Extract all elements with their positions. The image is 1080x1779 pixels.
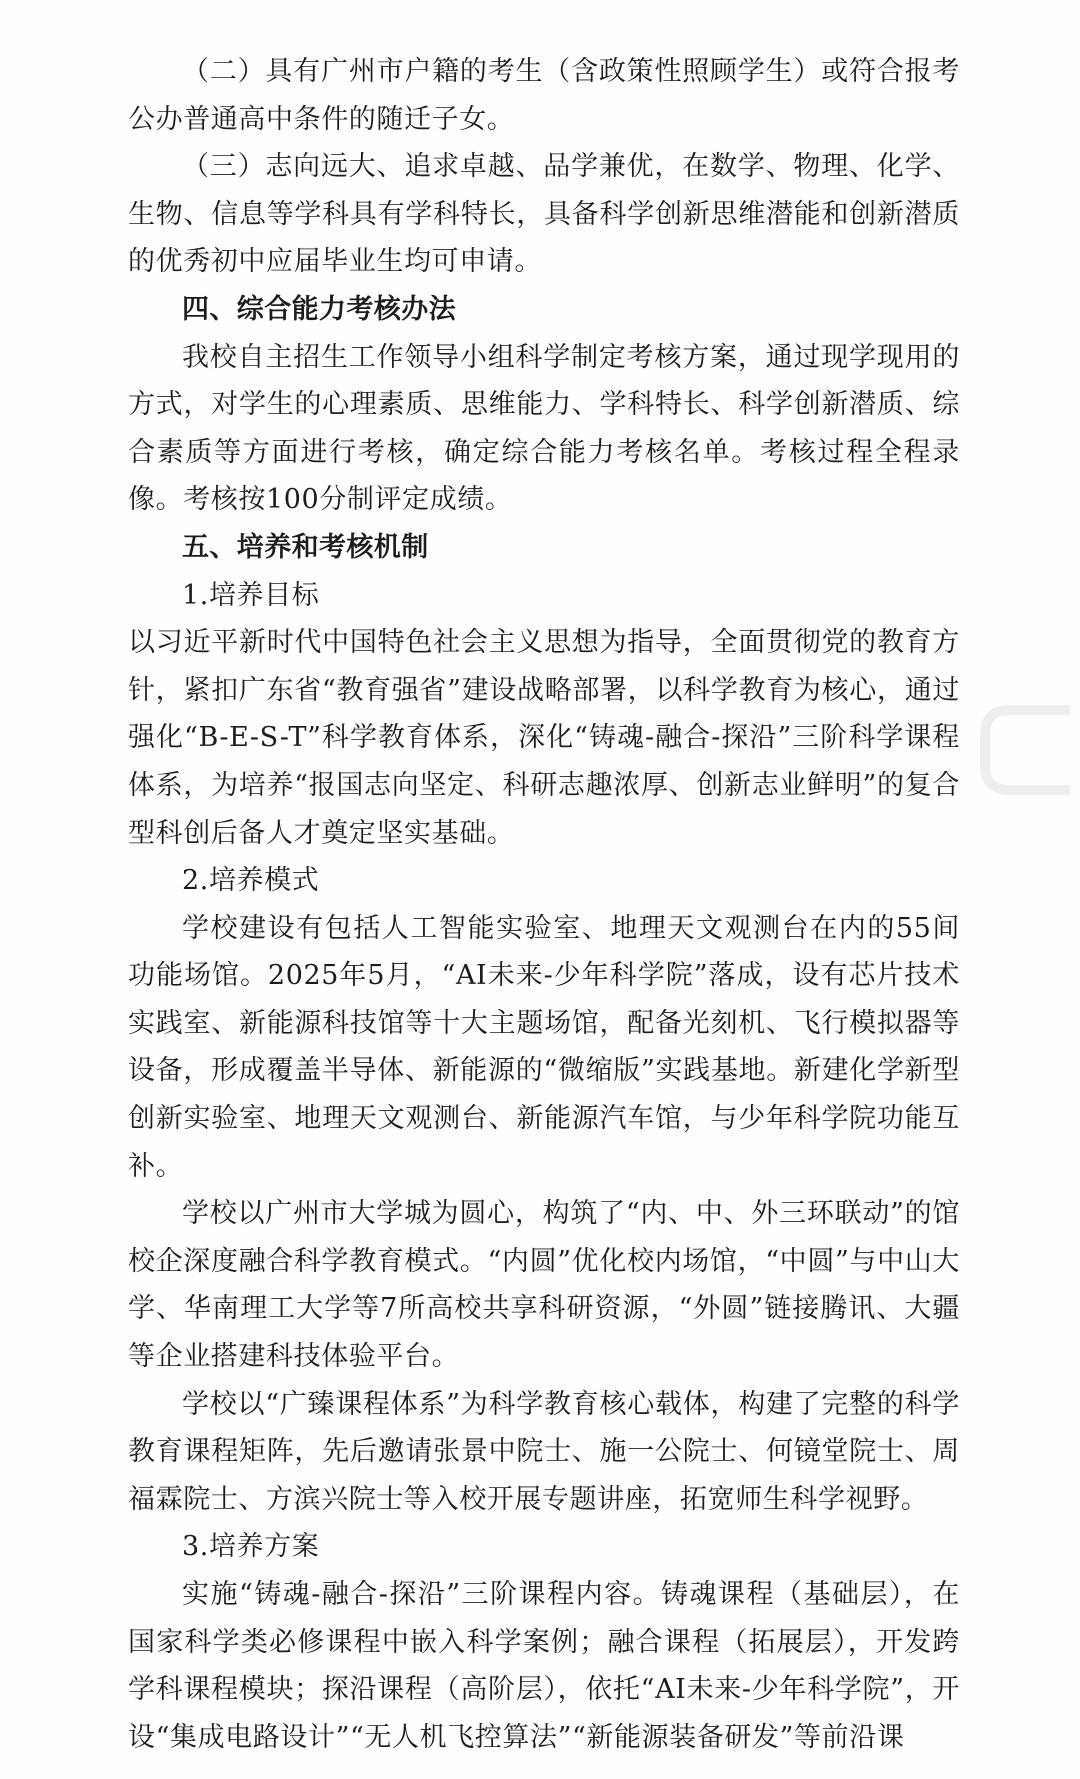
- paragraph-training-plan: 实施“铸魂-融合-探沿”三阶课程内容。铸魂课程（基础层），在国家科学类必修课程中嵌入科学案例；融合课程（拓展层），开发跨学科课程模块；探沿课程（高阶层），依托“AI未来-少年科学院”，开设“集成电路设计”“无人机飞控算法”“新能源装备研发”等前沿课: [128, 1579, 960, 1753]
- paragraph-assessment-method: 我校自主招生工作领导小组科学制定考核方案，通过现学现用的方式，对学生的心理素质、思维能力、学科特长、科学创新潜质、综合素质等方面进行考核，确定综合能力考核名单。考核过程全程录像。考核按100分制评定成绩。: [128, 341, 960, 516]
- watermark-mark: [970, 690, 1080, 810]
- section-heading-5: 五、培养和考核机制: [182, 531, 429, 563]
- paragraph-cooperation-model: 学校以广州市大学城为圆心，构筑了“内、中、外三环联动”的馆校企深度融合科学教育模式。“内圆”优化校内场馆，“中圆”与中山大学、华南理工大学等7所高校共享科研资源，“外圆”链接腾讯、大疆等企业搭建科技体验平台。: [128, 1198, 960, 1373]
- section-heading-4: 四、综合能力考核办法: [182, 293, 456, 325]
- paragraph-eligibility-2: （二）具有广州市户籍的考生（含政策性照顾学生）或符合报考公办普通高中条件的随迁子女。: [128, 56, 960, 135]
- subheading-training-mode: 2.培养模式: [182, 865, 320, 897]
- paragraph-eligibility-3: （三）志向远大、追求卓越、品学兼优，在数学、物理、化学、生物、信息等学科具有学科特长，具备科学创新思维潜能和创新潜质的优秀初中应届毕业生均可申请。: [128, 151, 960, 278]
- subheading-training-plan: 3.培养方案: [182, 1531, 320, 1563]
- paragraph-training-goal: 以习近平新时代中国特色社会主义思想为指导，全面贯彻党的教育方针，紧扣广东省“教育强省”建设战略部署，以科学教育为核心，通过强化“B-E-S-T”科学教育体系，深化“铸魂-融合-探沿”三阶科学课程体系，为培养“报国志向坚定、科研志趣浓厚、创新志业鲜明”的复合型科创后备人才奠定坚实基础。: [128, 627, 960, 849]
- document-body: [128, 48, 960, 1761]
- paragraph-facilities: 学校建设有包括人工智能实验室、地理天文观测台在内的55间功能场馆。2025年5月，“AI未来-少年科学院”落成，设有芯片技术实践室、新能源科技馆等十大主题场馆，配备光刻机、飞行模拟器等设备，形成覆盖半导体、新能源的“微缩版”实践基地。新建化学新型创新实验室、地理天文观测台、新能源汽车馆，与少年科学院功能互补。: [128, 912, 960, 1182]
- subheading-training-goal: 1.培养目标: [182, 579, 320, 611]
- paragraph-curriculum-system: 学校以“广臻课程体系”为科学教育核心载体，构建了完整的科学教育课程矩阵，先后邀请张景中院士、施一公院士、何镜堂院士、周福霖院士、方滨兴院士等入校开展专题讲座，拓宽师生科学视野。: [128, 1388, 960, 1515]
